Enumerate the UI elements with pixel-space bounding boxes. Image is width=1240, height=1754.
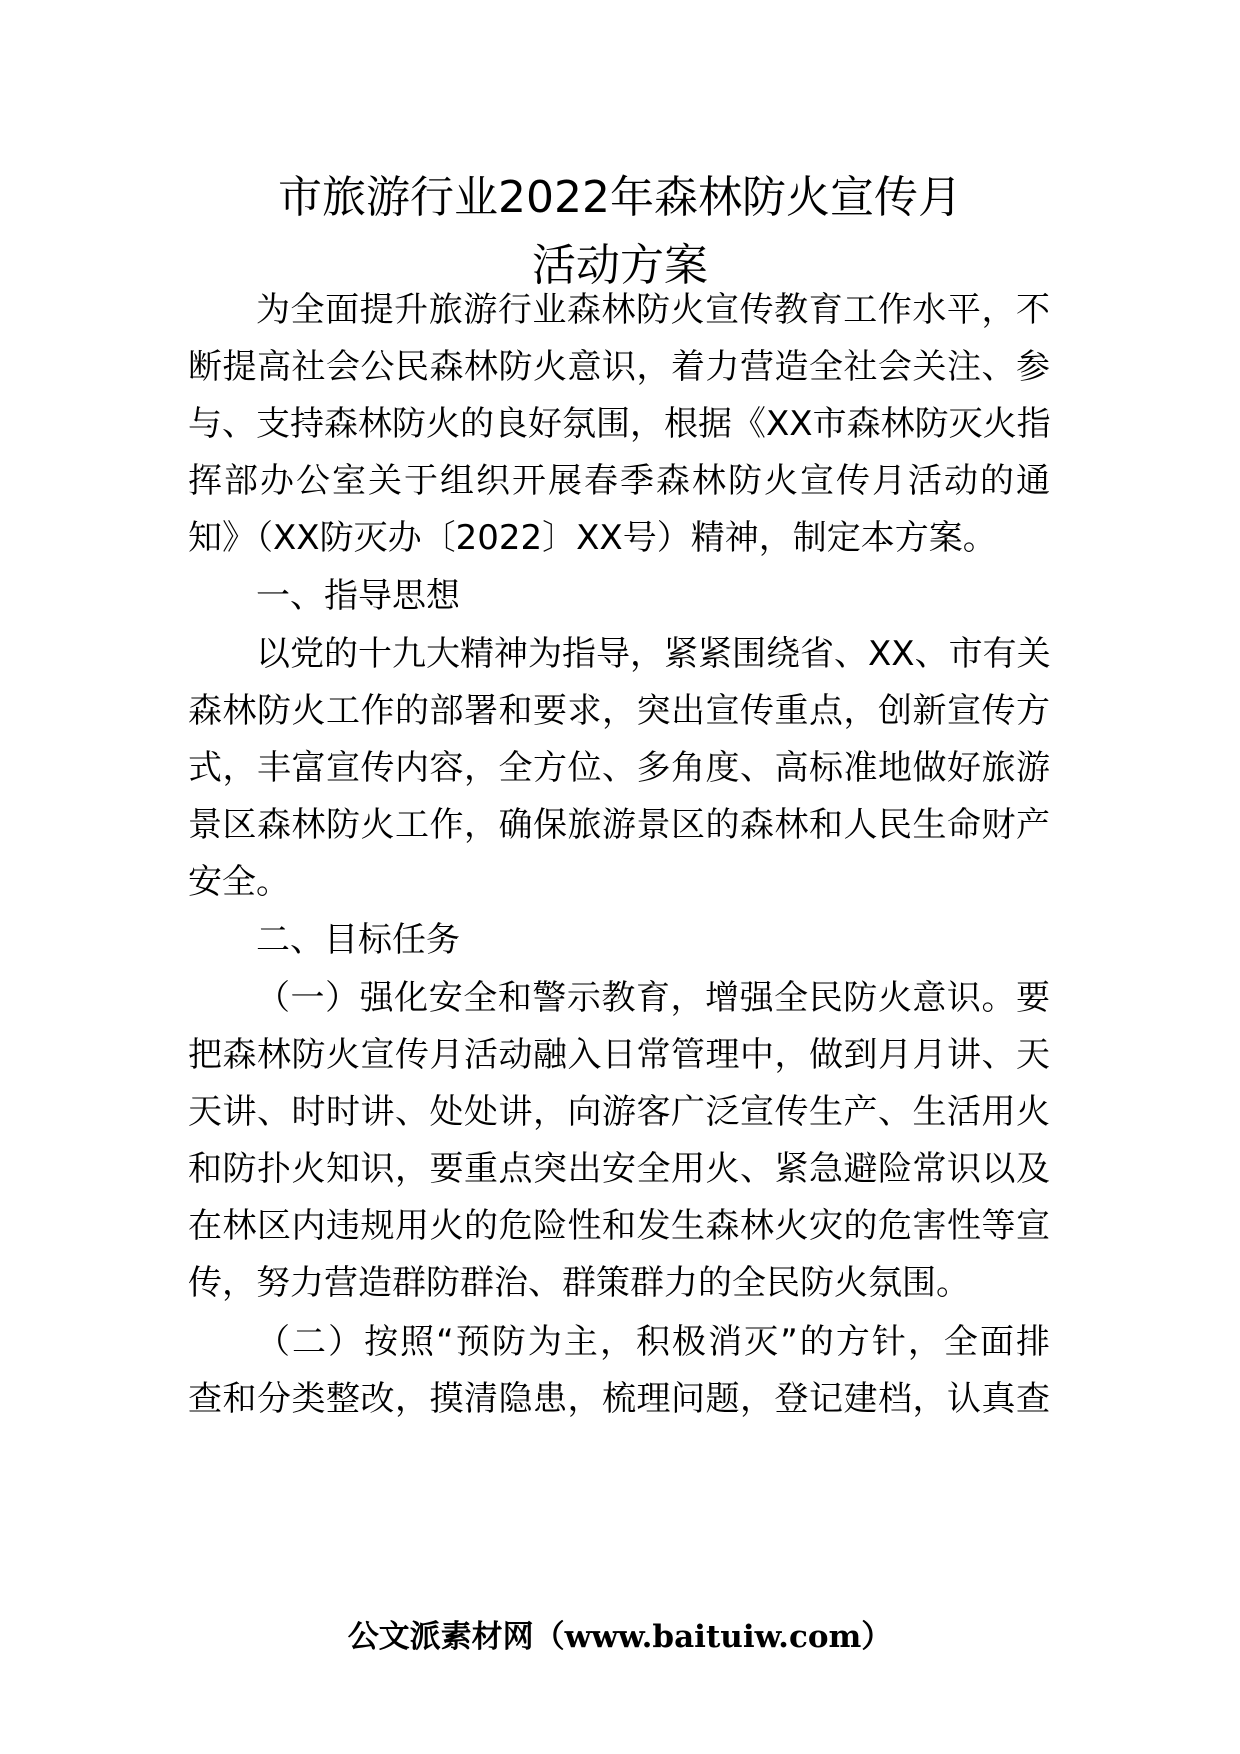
paragraph-line: 景区森林防火工作，确保旅游景区的森林和人民生命财产	[188, 805, 1050, 845]
paragraph-line: （一）强化安全和警示教育，增强全民防火意识。要	[256, 978, 1050, 1018]
section-heading: 一、指导思想	[256, 576, 460, 616]
paragraph-line: 以党的十九大精神为指导，紧紧围绕省、XX、市有关	[256, 634, 1051, 674]
paragraph-line: 安全。	[188, 862, 290, 902]
paragraph-line: 天讲、时时讲、处处讲，向游客广泛宣传生产、生活用火	[188, 1092, 1050, 1132]
paragraph-line: 森林防火工作的部署和要求，突出宣传重点，创新宣传方	[188, 691, 1050, 731]
paragraph-line: 为全面提升旅游行业森林防火宣传教育工作水平，不	[256, 290, 1050, 330]
paragraph-line: 传，努力营造群防群治、群策群力的全民防火氛围。	[188, 1263, 970, 1303]
footer-watermark: 公文派素材网（www.baituiw.com）	[347, 1619, 893, 1655]
paragraph-line: 把森林防火宣传月活动融入日常管理中，做到月月讲、天	[188, 1035, 1050, 1075]
paragraph-line: （二）按照“预防为主，积极消灭”的方针，全面排	[256, 1322, 1050, 1362]
paragraph-line: 查和分类整改，摸清隐患，梳理问题，登记建档，认真查	[188, 1379, 1050, 1419]
paragraph-line: 知》（XX防灭办〔2022〕XX号）精神，制定本方案。	[188, 518, 997, 558]
paragraph-line: 挥部办公室关于组织开展春季森林防火宣传月活动的通	[188, 461, 1050, 501]
paragraph-line: 式，丰富宣传内容，全方位、多角度、高标准地做好旅游	[188, 748, 1050, 788]
document-title-line-2: 活动方案	[532, 240, 708, 291]
paragraph-line: 和防扑火知识，要重点突出安全用火、紧急避险常识以及	[188, 1149, 1050, 1189]
document-title-line-1: 市旅游行业2022年森林防火宣传月	[278, 172, 962, 223]
paragraph-line: 与、支持森林防火的良好氛围，根据《XX市森林防灭火指	[188, 404, 1051, 444]
section-heading: 二、目标任务	[256, 920, 460, 960]
paragraph-line: 在林区内违规用火的危险性和发生森林火灾的危害性等宣	[188, 1206, 1050, 1246]
paragraph-line: 断提高社会公民森林防火意识，着力营造全社会关注、参	[188, 347, 1050, 387]
